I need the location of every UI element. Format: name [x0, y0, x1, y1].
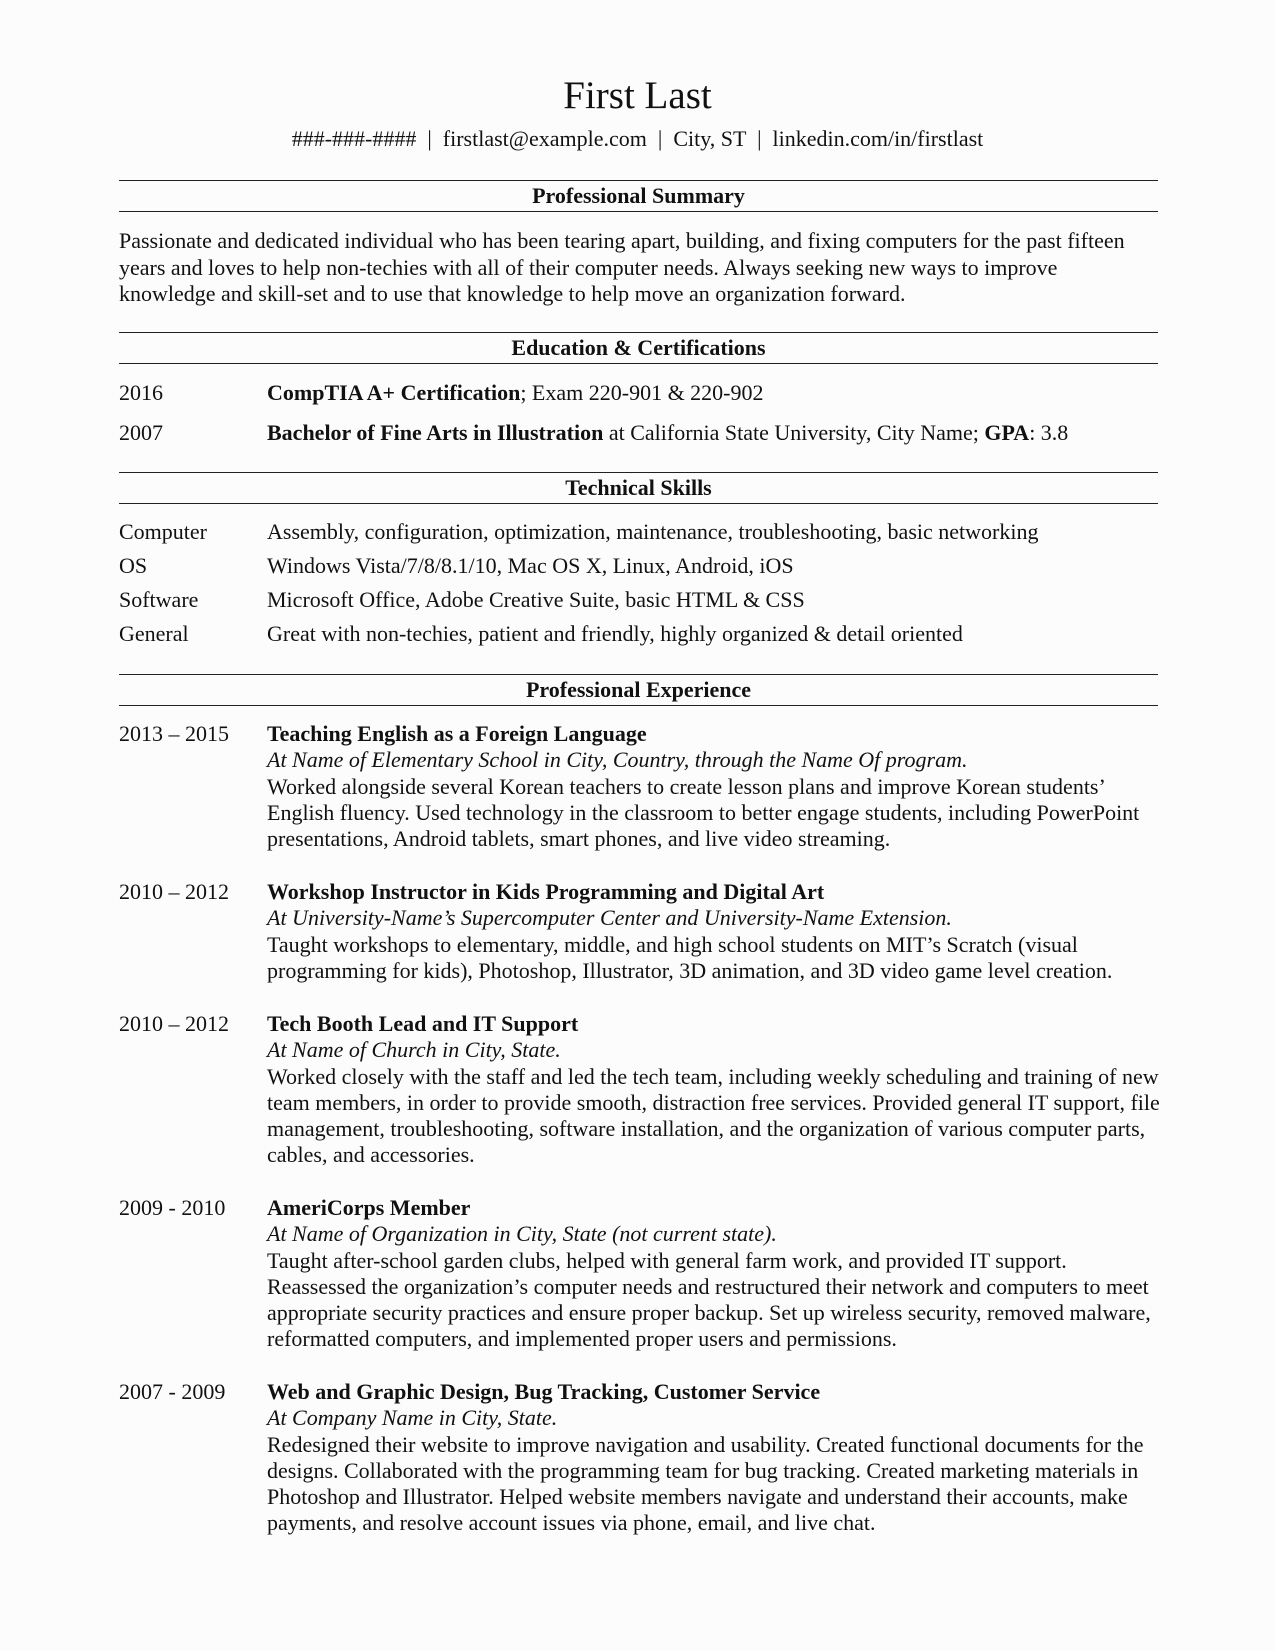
job-title: Teaching English as a Foreign Language — [267, 721, 647, 746]
job-dates: 2013 – 2015 — [119, 721, 229, 746]
job-description: Worked alongside several Korean teachers to create lesson plans and improve Korean students’ English fluency. Used technology in the classroom to better engage students, including PowerPoint presentations, Android tablets, smart phones, and live video streaming. — [267, 773, 1140, 852]
job-title: Tech Booth Lead and IT Support — [267, 1011, 579, 1036]
skill-category: OS — [119, 553, 148, 578]
education-extra: ; Exam 220-901 & 220-902 — [520, 380, 764, 405]
skill-list: Microsoft Office, Adobe Creative Suite, basic HTML & CSS — [267, 587, 805, 612]
job-organization: At University-Name’s Supercomputer Center and University-Name Extension. — [267, 905, 952, 931]
job-organization: At Company Name in City, State. — [267, 1405, 558, 1431]
gpa-label: GPA — [984, 420, 1030, 445]
skill-list: Assembly, configuration, optimization, maintenance, troubleshooting, basic networking — [267, 519, 1039, 544]
skill-category: General — [119, 621, 189, 646]
job-title: AmeriCorps Member — [267, 1195, 471, 1220]
job-description: Taught after-school garden clubs, helped with general farm work, and provided IT support. Reassessed the organization’s computer needs and restructured their network and computers to meet appropriate security practices and ensure proper backup. Set up wireless security, removed malware, reformatted computers, and implemented proper users and permissions. — [267, 1247, 1151, 1352]
section-heading-skills: Technical Skills — [119, 472, 1158, 504]
education-year: 2016 — [119, 380, 163, 405]
education-extra: at California State University, City Name; — [603, 420, 985, 445]
applicant-name: First Last — [563, 74, 712, 117]
job-organization: At Name of Church in City, State. — [267, 1037, 561, 1063]
job-description: Worked closely with the staff and led the tech team, including weekly scheduling and training of new team members, in order to provide smooth, distraction free services. Provided general IT support, file management, troubleshooting, software installation, and the organization of various computer parts, cables, and accessories. — [267, 1063, 1160, 1168]
job-dates: 2009 - 2010 — [119, 1195, 226, 1220]
gpa-value: : 3.8 — [1029, 420, 1069, 445]
job-organization: At Name of Elementary School in City, Country, through the Name Of program. — [267, 747, 968, 773]
job-description: Redesigned their website to improve navigation and usability. Created functional documents for the designs. Collaborated with the programming team for bug tracking. Created marketing materials in Photoshop and Illustrator. Helped website members navigate and understand their accounts, make payments, and resolve account issues via phone, email, and live chat. — [267, 1431, 1144, 1536]
summary-text: Passionate and dedicated individual who has been tearing apart, building, and fixing computers for the past fifteen years and loves to help non-techies with all of their computer needs. Always seeking new ways to improve knowledge and skill-set and to use that knowledge to help move an organization forward. — [119, 228, 1125, 306]
education-detail — [267, 420, 1172, 446]
education-credential: CompTIA A+ Certification — [267, 380, 521, 405]
skill-list: Great with non-techies, patient and friendly, highly organized & detail oriented — [267, 621, 963, 646]
skill-list: Windows Vista/7/8/8.1/10, Mac OS X, Linux, Android, iOS — [267, 553, 794, 578]
skill-category: Software — [119, 587, 199, 612]
contact-line: ###-###-#### | firstlast@example.com | City, ST | linkedin.com/in/firstlast — [291, 126, 984, 151]
education-detail — [267, 380, 1172, 406]
job-organization: At Name of Organization in City, State (not current state). — [267, 1221, 777, 1247]
job-dates: 2007 - 2009 — [119, 1379, 226, 1404]
skill-category: Computer — [119, 519, 207, 544]
job-description: Taught workshops to elementary, middle, and high school students on MIT’s Scratch (visual programming for kids), Photoshop, Illustrator, 3D animation, and 3D video game level creation. — [267, 931, 1113, 983]
job-dates: 2010 – 2012 — [119, 879, 229, 904]
section-heading-education: Education & Certifications — [119, 332, 1158, 364]
education-credential: Bachelor of Fine Arts in Illustration — [267, 420, 604, 445]
job-title: Workshop Instructor in Kids Programming and Digital Art — [267, 879, 825, 904]
section-heading-experience: Professional Experience — [119, 674, 1158, 706]
education-year: 2007 — [119, 420, 163, 445]
section-heading-summary: Professional Summary — [119, 180, 1158, 212]
job-title: Web and Graphic Design, Bug Tracking, Customer Service — [267, 1379, 821, 1404]
job-dates: 2010 – 2012 — [119, 1011, 229, 1036]
